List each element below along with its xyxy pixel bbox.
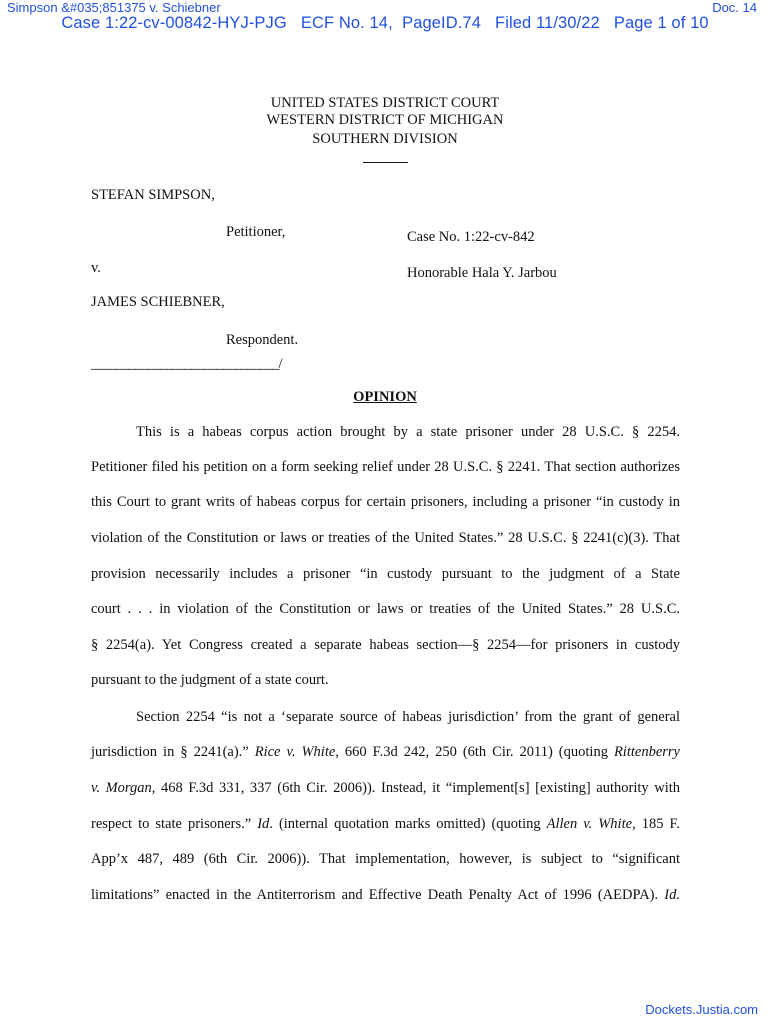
court-name: UNITED STATES DISTRICT COURT <box>270 95 500 111</box>
paragraph-2-line: limitations” enacted in the Antiterrorism and Effective Death Penalty Act of 1996 (AEDPA). Id. <box>91 887 680 903</box>
judge-name: Honorable Hala Y. Jarbou <box>407 265 557 281</box>
opinion-heading: OPINION <box>353 389 417 405</box>
versus: v. <box>91 260 101 276</box>
paragraph-1-line: pursuant to the judgment of a state court. <box>91 672 329 688</box>
petitioner-name: STEFAN SIMPSON, <box>91 187 215 203</box>
respondent-name: JAMES SCHIEBNER, <box>91 294 225 310</box>
court-division: SOUTHERN DIVISION <box>312 131 458 147</box>
case-number: Case No. 1:22-cv-842 <box>407 229 535 245</box>
case-caption-label: Simpson &#035;851375 v. Schiebner <box>7 0 221 15</box>
paragraph-2-line: v. Morgan, 468 F.3d 331, 337 (6th Cir. 2006)). Instead, it “implement[s] [existing] authority with <box>91 780 680 796</box>
caption-signature-line: ______________________________/ <box>91 356 282 372</box>
paragraph-1-line: provision necessarily includes a prisoner “in custody pursuant to the judgment of a State <box>91 566 680 582</box>
paragraph-1-line: this Court to grant writs of habeas corpus for certain prisoners, including a prisoner “in custody in <box>91 494 680 510</box>
case-citation: Allen v. White <box>546 816 633 832</box>
paragraph-1-line: Petitioner filed his petition on a form seeking relief under 28 U.S.C. § 2241. That section authorizes <box>91 459 680 475</box>
paragraph-2-line: App’x 487, 489 (6th Cir. 2006)). That implementation, however, is subject to “significant <box>91 851 680 867</box>
ecf-header: Case 1:22-cv-00842-HYJ-PJG ECF No. 14, PageID.74 Filed 11/30/22 Page 1 of 10 <box>61 14 709 32</box>
paragraph-2-line: respect to state prisoners.” Id. (internal quotation marks omitted) (quoting Allen v. White, 185 F. <box>91 816 680 832</box>
case-citation: Id. <box>664 887 680 903</box>
paragraph-1-line: This is a habeas corpus action brought by a state prisoner under 28 U.S.C. § 2254. <box>136 424 680 440</box>
case-citation: Rice v. White <box>254 744 336 760</box>
case-citation: Id <box>257 816 270 832</box>
court-district: WESTERN DISTRICT OF MICHIGAN <box>266 112 504 128</box>
case-citation: v. Morgan <box>91 780 152 796</box>
court-divider <box>363 162 408 163</box>
paragraph-1-line: violation of the Constitution or laws or treaties of the United States.” 28 U.S.C. § 2241(c)(3). That <box>91 530 680 546</box>
justia-link[interactable]: Dockets.Justia.com <box>645 1002 758 1017</box>
paragraph-2-line: Section 2254 “is not a ‘separate source of habeas jurisdiction’ from the grant of general <box>136 709 680 725</box>
respondent-role: Respondent. <box>226 332 299 348</box>
paragraph-1-line: § 2254(a). Yet Congress created a separate habeas section—§ 2254—for prisoners in custody <box>91 637 680 653</box>
petitioner-role: Petitioner, <box>226 224 286 240</box>
paragraph-1-line: court . . . in violation of the Constitution or laws or treaties of the United States.” 28 U.S.C. <box>91 601 680 617</box>
paragraph-2-line: jurisdiction in § 2241(a).” Rice v. White, 660 F.3d 242, 250 (6th Cir. 2011) (quoting Rittenberry <box>91 744 680 760</box>
doc-number-label: Doc. 14 <box>712 0 757 15</box>
case-citation: Rittenberry <box>613 744 680 760</box>
